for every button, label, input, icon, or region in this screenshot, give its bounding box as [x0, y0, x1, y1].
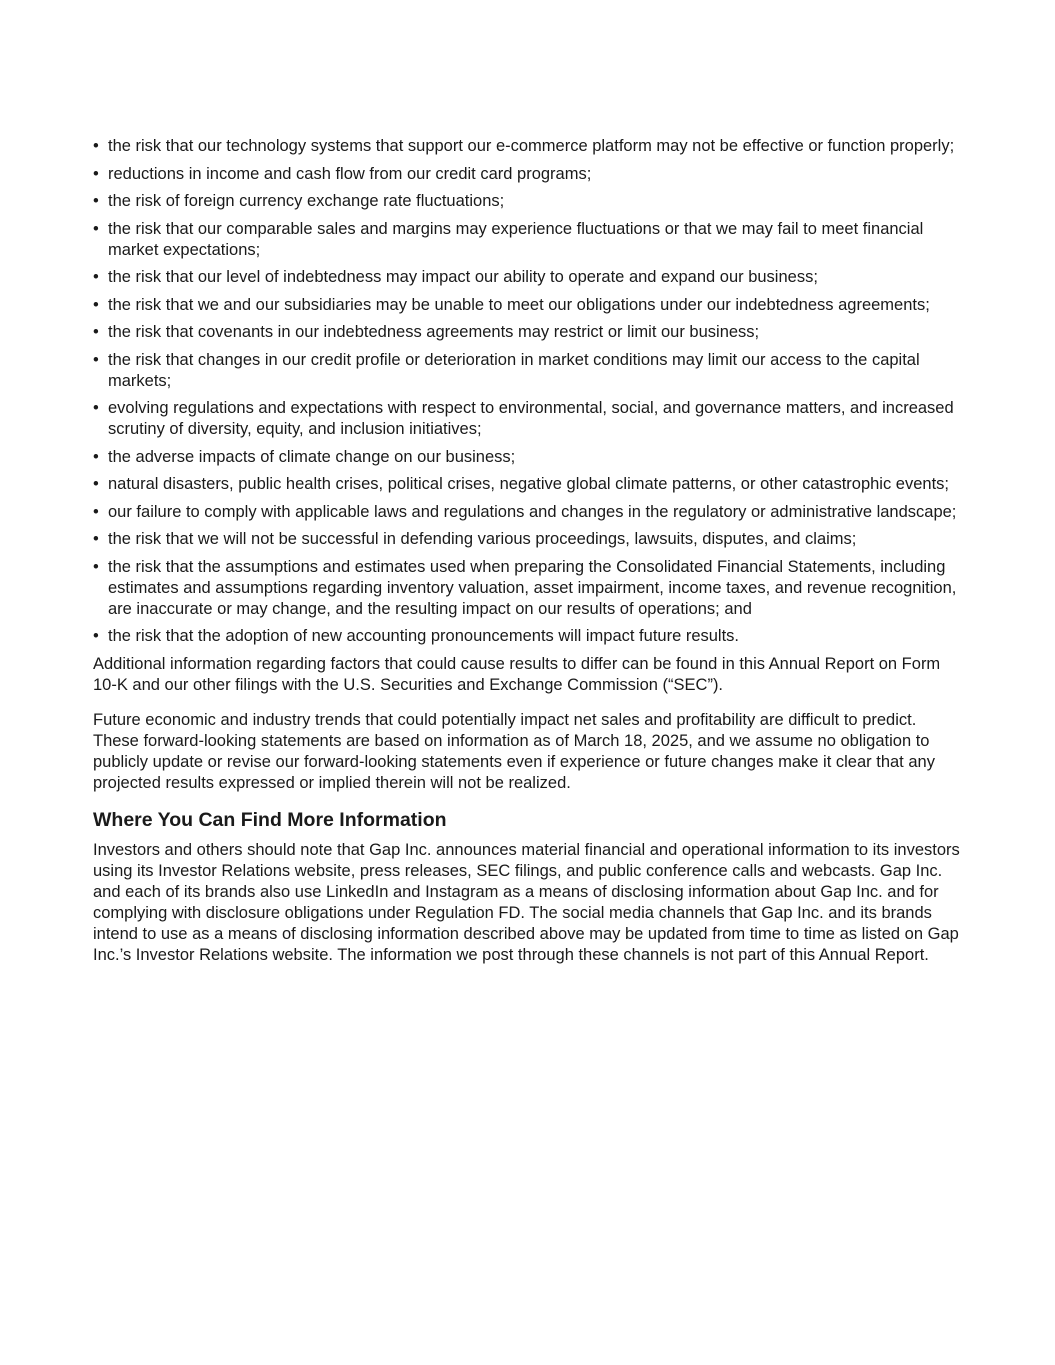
list-item-text: the risk that we will not be successful in defending various proceedings, lawsuits, disputes, and claims;: [108, 530, 857, 548]
page-content: [93, 136, 965, 980]
list-item: [93, 136, 965, 157]
list-item: [93, 529, 965, 550]
bullet-icon: •: [93, 164, 99, 183]
bullet-icon: •: [93, 530, 99, 548]
list-item: [93, 474, 965, 495]
list-item-text: the risk that our comparable sales and margins may experience fluctuations or that we may fail to meet financial market expectations;: [108, 219, 924, 259]
bullet-icon: •: [93, 447, 99, 466]
list-item: [93, 267, 965, 288]
list-item: [93, 219, 965, 261]
bullet-icon: •: [93, 295, 99, 314]
list-item: [93, 398, 965, 440]
bullet-icon: •: [93, 192, 99, 210]
list-item-text: the risk that the assumptions and estimates used when preparing the Consolidated Financial Statements, including estimates and assumptions regarding inventory valuation, asset impairment, income taxes, and revenue recognition, are inaccurate or may change, and the resulting impact on our results of operations; and: [108, 557, 957, 618]
risk-factor-list: [93, 136, 965, 647]
list-item-text: the adverse impacts of climate change on our business;: [108, 447, 516, 466]
list-item: [93, 626, 965, 647]
list-item: [93, 447, 965, 468]
list-item-text: reductions in income and cash flow from our credit card programs;: [108, 164, 592, 183]
list-item-text: the risk that changes in our credit profile or deterioration in market conditions may limit our access to the capital markets;: [108, 350, 920, 390]
list-item: [93, 502, 965, 523]
bullet-icon: •: [93, 137, 99, 155]
bullet-icon: •: [93, 502, 99, 521]
list-item-text: the risk that our technology systems that support our e-commerce platform may not be effective or function properly;: [108, 137, 955, 155]
section-heading: Where You Can Find More Information: [93, 808, 447, 831]
bullet-icon: •: [93, 268, 99, 286]
list-item: [93, 557, 965, 620]
list-item-text: evolving regulations and expectations with respect to environmental, social, and governance matters, and increased scrutiny of diversity, equity, and inclusion initiatives;: [108, 399, 954, 438]
list-item: [93, 350, 965, 392]
list-item-text: our failure to comply with applicable laws and regulations and changes in the regulatory or administrative landscape;: [108, 502, 957, 521]
bullet-icon: •: [93, 399, 99, 417]
list-item: [93, 164, 965, 185]
list-item: [93, 322, 965, 343]
list-item-text: the risk that the adoption of new accounting pronouncements will impact future results.: [108, 627, 740, 645]
section-body-paragraph: Investors and others should note that Gap Inc. announces material financial and operational information to its investors using its Investor Relations website, press releases, SEC filings, and public conference calls and webcasts. Gap Inc. and each of its brands also use LinkedIn and Instagram as a means of disclosing information about Gap Inc. and for complying with disclosure obligations under Regulation FD. The social media channels that Gap Inc. and its brands intend to use as a means of disclosing information described above may be updated from time to time as listed on Gap Inc.’s Investor Relations website. The information we post through these channels is not part of this Annual Report.: [93, 840, 960, 964]
bullet-icon: •: [93, 219, 99, 238]
list-item: [93, 191, 965, 212]
bullet-icon: •: [93, 627, 99, 645]
future-trends-paragraph: Future economic and industry trends that could potentially impact net sales and profitability are difficult to predict. These forward-looking statements are based on information as of March 18, 2025, and we assume no obligation to publicly update or revise our forward-looking statements even if experience or future changes make it clear that any projected results expressed or implied therein will not be realized.: [93, 710, 935, 792]
list-item-text: the risk that covenants in our indebtedness agreements may restrict or limit our business;: [108, 323, 760, 341]
additional-info-paragraph: Additional information regarding factors that could cause results to differ can be found in this Annual Report on Form 10-K and our other filings with the U.S. Securities and Exchange Commission (“SEC”).: [93, 654, 941, 694]
list-item-text: the risk that we and our subsidiaries may be unable to meet our obligations under our indebtedness agreements;: [108, 295, 930, 314]
bullet-icon: •: [93, 557, 99, 576]
list-item: [93, 295, 965, 316]
list-item-text: the risk that our level of indebtedness may impact our ability to operate and expand our business;: [108, 268, 818, 286]
bullet-icon: •: [93, 350, 99, 369]
list-item-text: natural disasters, public health crises, political crises, negative global climate patterns, or other catastrophic events;: [108, 475, 950, 493]
bullet-icon: •: [93, 475, 99, 493]
bullet-icon: •: [93, 323, 99, 341]
list-item-text: the risk of foreign currency exchange rate fluctuations;: [108, 192, 505, 210]
